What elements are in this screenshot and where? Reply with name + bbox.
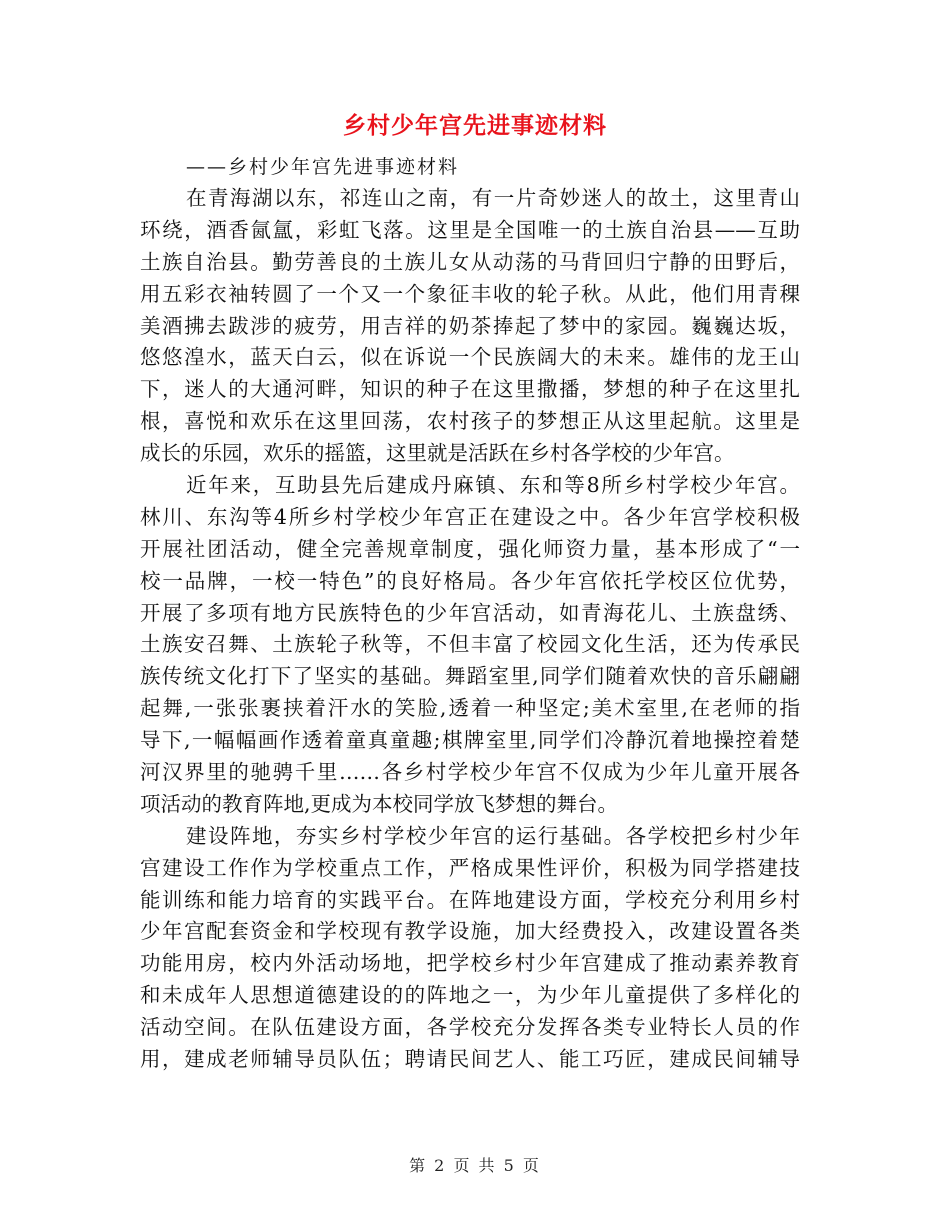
paragraph-line: 校一品牌，一校一特色”的良好格局。各少年宫依托学校区位优势， — [140, 568, 800, 593]
page-footer: 第 2 页 共 5 页 — [409, 1156, 541, 1175]
paragraph-line: 项活动的教育阵地,更成为本校同学放飞梦想的舞台。 — [140, 791, 619, 816]
paragraph-line: 下，迷人的大通河畔，知识的种子在这里撒播，梦想的种子在这里扎 — [140, 377, 800, 402]
paragraph-line: 用五彩衣袖转圆了一个又一个象征丰收的轮子秋。从此，他们用青稞 — [140, 281, 800, 306]
paragraph-line: 宫建设工作作为学校重点工作，严格成果性评价，积极为同学搭建技 — [140, 855, 800, 880]
paragraph-line: 林川、东沟等4所乡村学校少年宫正在建设之中。各少年宫学校积极 — [140, 504, 800, 529]
paragraph-line: 美酒拂去跋涉的疲劳，用吉祥的奶茶捧起了梦中的家园。巍巍达坂， — [140, 313, 800, 338]
paragraph-line: 根，喜悦和欢乐在这里回荡，农村孩子的梦想正从这里起航。这里是 — [140, 409, 800, 434]
paragraph-line: 开展了多项有地方民族特色的少年宫活动，如青海花儿、土族盘绣、 — [140, 600, 800, 625]
paragraph-line: 活动空间。在队伍建设方面，各学校充分发挥各类专业特长人员的作 — [140, 1015, 800, 1040]
paragraph-line: 开展社团活动，健全完善规章制度，强化师资力量，基本形成了“一 — [140, 536, 800, 561]
document-body — [140, 183, 800, 1076]
paragraph-line: 土族安召舞、土族轮子秋等，不但丰富了校园文化生活，还为传承民 — [140, 632, 800, 657]
paragraph-line: 河汉界里的驰骋千里……各乡村学校少年宫不仅成为少年儿童开展各 — [140, 760, 800, 785]
paragraph-line: 土族自治县。勤劳善良的土族儿女从动荡的马背回归宁静的田野后， — [140, 249, 800, 274]
paragraph-line: 导下,一幅幅画作透着童真童趣;棋牌室里,同学们冷静沉着地操控着楚 — [140, 728, 800, 753]
paragraph-line: 用，建成老师辅导员队伍；聘请民间艺人、能工巧匠，建成民间辅导 — [140, 1047, 800, 1072]
paragraph-line: 和未成年人思想道德建设的的阵地之一，为少年儿童提供了多样化的 — [140, 983, 800, 1008]
paragraph-line: 少年宫配套资金和学校现有教学设施，加大经费投入，改建设置各类 — [140, 919, 800, 944]
paragraph-line: 功能用房，校内外活动场地，把学校乡村少年宫建成了推动素养教育 — [140, 951, 800, 976]
paragraph-line: 近年来，互助县先后建成丹麻镇、东和等8所乡村学校少年宫。 — [186, 473, 800, 498]
paragraph-line: 能训练和能力培育的实践平台。在阵地建设方面，学校充分利用乡村 — [140, 887, 800, 912]
paragraph-line: 悠悠湟水，蓝天白云，似在诉说一个民族阔大的未来。雄伟的龙王山 — [140, 345, 800, 370]
paragraph-line: 起舞,一张张裹挟着汗水的笑脸,透着一种坚定;美术室里,在老师的指 — [140, 696, 800, 721]
paragraph-line: 成长的乐园，欢乐的摇篮，这里就是活跃在乡村各学校的少年宫。 — [140, 441, 735, 466]
paragraph-line: 环绕，酒香氤氲，彩虹飞落。这里是全国唯一的土族自治县——互助 — [140, 217, 800, 242]
paragraph-line: 建设阵地，夯实乡村学校少年宫的运行基础。各学校把乡村少年 — [186, 823, 800, 848]
document-subtitle: ——乡村少年宫先进事迹材料 — [186, 156, 460, 178]
document-title: 乡村少年宫先进事迹材料 — [343, 113, 607, 139]
paragraph-line: 族传统文化打下了坚实的基础。舞蹈室里,同学们随着欢快的音乐翩翩 — [140, 664, 800, 689]
paragraph-line: 在青海湖以东，祁连山之南，有一片奇妙迷人的故土，这里青山 — [186, 186, 800, 210]
